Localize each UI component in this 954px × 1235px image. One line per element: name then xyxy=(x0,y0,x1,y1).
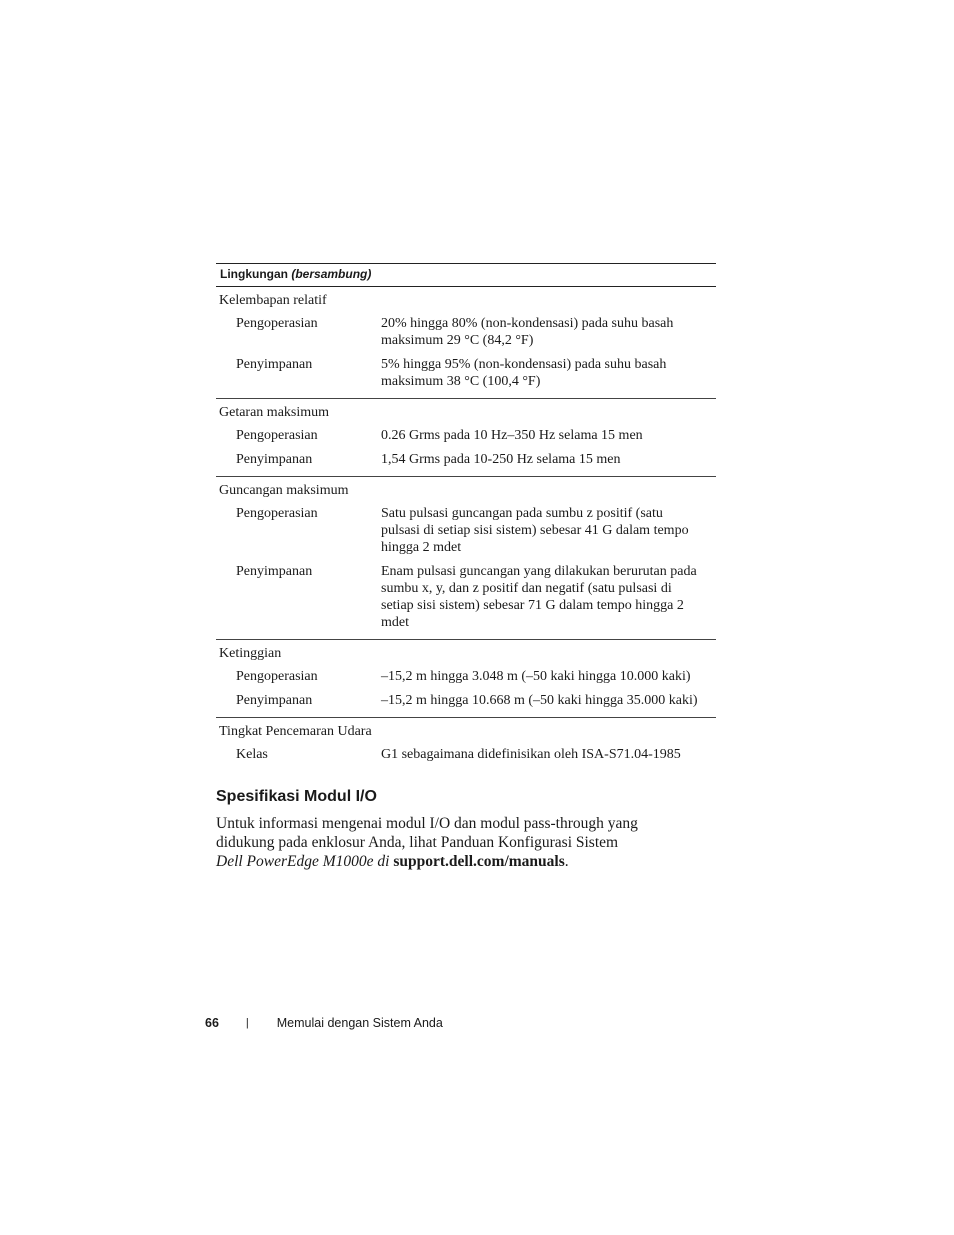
page-number: 66 xyxy=(205,1016,219,1030)
row-label: Penyimpanan xyxy=(236,693,313,708)
support-link[interactable]: support.dell.com/manuals xyxy=(393,853,565,870)
io-paragraph-text: Untuk informasi mengenai modul I/O dan modul pass-through yang didukung pada enklosur Anda, lihat Panduan Konfigurasi Sistem xyxy=(216,815,638,851)
row-label: Penyimpanan xyxy=(236,357,313,372)
row-label: Pengoperasian xyxy=(236,669,318,684)
table-row xyxy=(216,312,716,353)
table-header xyxy=(216,263,716,287)
row-value: 20% hingga 80% (non-kondensasi) pada suhu basah maksimum 29 °C (84,2 °F) xyxy=(381,316,674,348)
table-section xyxy=(216,399,716,477)
section-title: Getaran maksimum xyxy=(219,405,330,420)
row-label: Pengoperasian xyxy=(236,506,318,521)
row-value: Satu pulsasi guncangan pada sumbu z positif (satu pulsasi di setiap sisi sistem) sebesar 41 G dalam tempo hingga 2 mdet xyxy=(381,506,689,555)
row-label: Kelas xyxy=(236,747,268,762)
table-body xyxy=(216,287,716,771)
section-title: Kelembapan relatif xyxy=(219,293,327,308)
spec-table xyxy=(216,263,716,771)
row-label: Penyimpanan xyxy=(236,564,313,579)
table-row xyxy=(216,353,716,394)
table-section xyxy=(216,718,716,771)
row-value: 1,54 Grms pada 10-250 Hz selama 15 men xyxy=(381,452,621,467)
row-value: –15,2 m hingga 10.668 m (–50 kaki hingga 35.000 kaki) xyxy=(381,693,698,708)
row-label: Penyimpanan xyxy=(236,452,313,467)
table-row xyxy=(216,689,716,713)
row-value: 5% hingga 95% (non-kondensasi) pada suhu basah maksimum 38 °C (100,4 °F) xyxy=(381,357,667,389)
table-section xyxy=(216,640,716,718)
table-header-subtitle: (bersambung) xyxy=(291,267,372,281)
table-section xyxy=(216,287,716,399)
row-label: Pengoperasian xyxy=(236,316,318,331)
section-title: Tingkat Pencemaran Udara xyxy=(219,724,372,739)
table-row xyxy=(216,743,716,767)
row-label: Pengoperasian xyxy=(236,428,318,443)
io-paragraph-italic: Dell PowerEdge M1000e di xyxy=(216,853,390,870)
section-title: Ketinggian xyxy=(219,646,282,661)
table-header-title: Lingkungan xyxy=(220,267,288,281)
table-row xyxy=(216,424,716,448)
table-row xyxy=(216,448,716,472)
row-value: Enam pulsasi guncangan yang dilakukan berurutan pada sumbu x, y, dan z positif dan negatif (satu pulsasi di setiap sisi sistem) sebesar 71 G dalam tempo hingga 2 mdet xyxy=(381,564,697,630)
table-row xyxy=(216,502,716,560)
io-section-heading: Spesifikasi Modul I/O xyxy=(216,788,377,805)
table-row xyxy=(216,665,716,689)
row-value: –15,2 m hingga 3.048 m (–50 kaki hingga 10.000 kaki) xyxy=(381,669,691,684)
section-title: Guncangan maksimum xyxy=(219,483,349,498)
table-section xyxy=(216,477,716,640)
page-footer xyxy=(205,1016,443,1030)
footer-separator: | xyxy=(245,1017,249,1029)
io-section-paragraph xyxy=(216,814,686,871)
io-paragraph-end: . xyxy=(564,853,569,870)
chapter-title: Memulai dengan Sistem Anda xyxy=(276,1016,443,1030)
row-value: G1 sebagaimana didefinisikan oleh ISA-S71.04-1985 xyxy=(381,747,681,762)
row-value: 0.26 Grms pada 10 Hz–350 Hz selama 15 men xyxy=(381,428,643,443)
table-row xyxy=(216,560,716,635)
